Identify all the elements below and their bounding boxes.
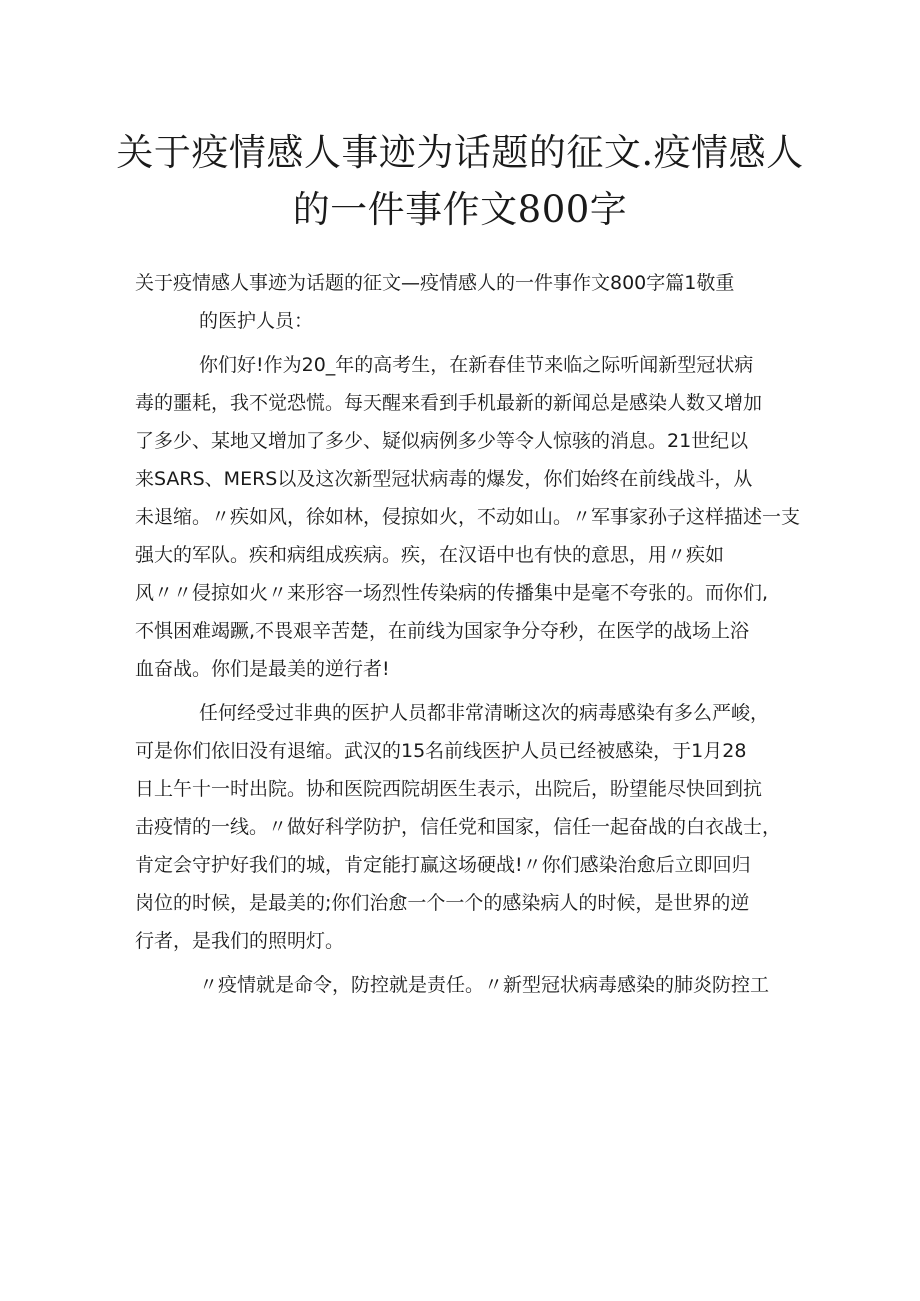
title-line-1: 关于疫情感人事迹为话题的征文.疫情感人: [116, 131, 804, 174]
text-line: 行者，是我们的照明灯。: [135, 930, 345, 952]
text-line: 未退缩。〃疾如风，徐如林，侵掠如火，不动如山。〃军事家孙子这样描述一支: [135, 506, 801, 528]
paragraph-command: [135, 966, 800, 1004]
text-line: 击疫情的一线。〃做好科学防护，信任党和国家，信任一起奋战的白衣战士，: [135, 816, 782, 838]
text-line: 关于疫情感人事迹为话题的征文—疫情感人的一件事作文800字篇1敬重: [135, 272, 735, 294]
text-line: 毒的噩耗，我不觉恐慌。每天醒来看到手机最新的新闻总是感染人数又增加: [135, 392, 763, 414]
paragraph-recovery: [135, 694, 800, 960]
text-line: 强大的军队。疾和病组成疾病。疾，在汉语中也有快的意思，用〃疾如: [135, 544, 725, 566]
text-line: 的医护人员：: [199, 310, 314, 332]
text-line: 肯定会守护好我们的城，肯定能打赢这场硬战!〃你们感染治愈后立即回归: [135, 854, 751, 876]
paragraph-greeting: [135, 346, 800, 688]
document-body: [135, 264, 800, 1004]
title-line-2: 的一件事作文800字: [292, 188, 628, 231]
text-line: 你们好!作为20_年的高考生，在新春佳节来临之际听闻新型冠状病: [199, 354, 754, 376]
text-line: 可是你们依旧没有退缩。武汉的15名前线医护人员已经被感染，于1月28: [135, 740, 747, 762]
text-line: 来SARS、MERS以及这次新型冠状病毒的爆发，你们始终在前线战斗，从: [135, 468, 753, 490]
text-line: 日上午十一时出院。协和医院西院胡医生表示，出院后，盼望能尽快回到抗: [135, 778, 763, 800]
text-line: 岗位的时候，是最美的;你们治愈一个一个的感染病人的时候，是世界的逆: [135, 892, 750, 914]
text-line: 不惧困难竭蹶,不畏艰辛苦楚，在前线为国家争分夺秒，在医学的战场上浴: [135, 620, 750, 642]
text-line: 〃疫情就是命令，防控就是责任。〃新型冠状病毒感染的肺炎防控工: [199, 974, 770, 996]
document-title: [110, 124, 810, 238]
text-line: 了多少、某地又增加了多少、疑似病例多少等令人惊骇的消息。21世纪以: [135, 430, 749, 452]
text-line: 血奋战。你们是最美的逆行者!: [135, 658, 390, 680]
text-line: 任何经受过非典的医护人员都非常清晰这次的病毒感染有多么严峻，: [199, 702, 770, 724]
text-line: 风〃〃侵掠如火〃来形容一场烈性传染病的传播集中是毫不夸张的。而你们,: [135, 582, 769, 604]
paragraph-intro: [135, 264, 800, 340]
